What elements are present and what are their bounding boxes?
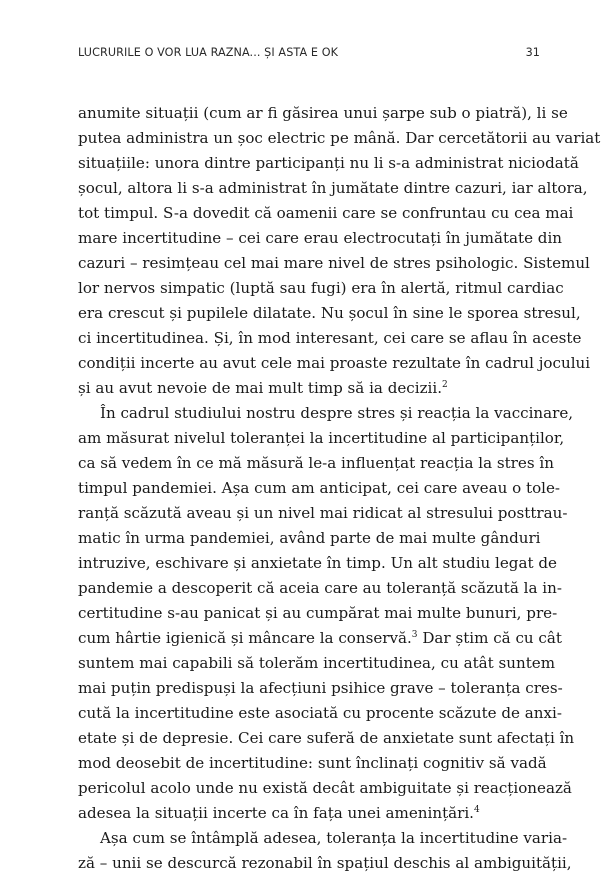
text-line: mod deosebit de incertitudine: sunt înclinați cognitiv să vadă <box>78 754 547 772</box>
text-line: adesea la situații incerte ca în fața unei amenințări.$^4$ <box>78 804 480 822</box>
text-line: mare incertitudine – cei care erau electrocutați în jumătate din <box>78 229 563 247</box>
text-line: matic în urma pandemiei, având parte de mai multe gânduri <box>78 529 541 547</box>
text-line: ci incertitudinea. Și, în mod interesant, cei care se aflau în aceste <box>78 329 582 347</box>
text-line: cum hârtie igienică și mâncare la conservă.$^3$ Dar știm că cu cât <box>78 629 562 647</box>
text-line: timpul pandemiei. Așa cum am anticipat, cei care aveau o tole- <box>78 479 561 497</box>
footnote-ref[interactable]: 3 <box>411 629 418 640</box>
text-line: pericolul acolo unde nu există decât ambiguitate și reacționează <box>78 779 572 797</box>
page-number: 31 <box>525 46 540 59</box>
text-line: Așa cum se întâmplă adesea, toleranța la incertitudine varia- <box>100 829 568 847</box>
running-title: LUCRURILE O VOR LUA RAZNA... ȘI ASTA E OK <box>78 46 339 59</box>
text-line: tot timpul. S-a dovedit că oamenii care se confruntau cu cea mai <box>78 204 574 222</box>
running-header <box>78 46 540 64</box>
footnote-ref[interactable]: 4 <box>473 804 480 815</box>
text-line: etate și de depresie. Cei care suferă de anxietate sunt afectați în <box>78 729 575 747</box>
text-line: ca să vedem în ce mă măsură le-a influențat reacția la stres în <box>78 454 554 472</box>
text-line: mai puțin predispuși la afecțiuni psihice grave – toleranța cres- <box>78 679 563 697</box>
text-line: cută la incertitudine este asociată cu procente scăzute de anxi- <box>78 704 562 722</box>
text-line: condiții incerte au avut cele mai proaste rezultate în cadrul jocului <box>78 354 591 372</box>
text-line: În cadrul studiului nostru despre stres și reacția la vaccinare, <box>100 404 574 422</box>
text-line: cazuri – resimțeau cel mai mare nivel de stres psihologic. Sistemul <box>78 254 590 272</box>
body-text <box>78 101 601 876</box>
footnote-ref[interactable]: 2 <box>442 379 448 390</box>
text-line: lor nervos simpatic (luptă sau fugi) era în alertă, ritmul cardiac <box>78 279 564 297</box>
text-line: certitudine s-au panicat și au cumpărat mai multe bunuri, pre- <box>78 604 558 622</box>
text-line: ranță scăzută aveau și un nivel mai ridicat al stresului posttrau- <box>78 504 568 522</box>
text-line: putea administra un șoc electric pe mână. Dar cercetătorii au variat <box>78 129 601 147</box>
text-line: era crescut și pupilele dilatate. Nu șocul în sine le sporea stresul, <box>78 304 581 322</box>
text-line: intruzive, eschivare și anxietate în timp. Un alt studiu legat de <box>78 554 557 572</box>
text-line: ză – unii se descurcă rezonabil în spațiul deschis al ambiguității, <box>78 854 572 872</box>
text-line: anumite situații (cum ar fi găsirea unui șarpe sub o piatră), li se <box>78 104 568 122</box>
text-line: am măsurat nivelul toleranței la incertitudine al participanților, <box>78 429 565 447</box>
text-line: suntem mai capabili să tolerăm incertitudinea, cu atât suntem <box>78 654 556 672</box>
text-line: și au avut nevoie de mai mult timp să ia decizii.$^2$ <box>78 379 448 397</box>
text-line: șocul, altora li s-a administrat în jumătate dintre cazuri, iar altora, <box>78 179 588 197</box>
text-line: situațiile: unora dintre participanți nu li s-a administrat niciodată <box>78 154 579 172</box>
text-line: pandemie a descoperit că aceia care au toleranță scăzută la in- <box>78 579 562 597</box>
